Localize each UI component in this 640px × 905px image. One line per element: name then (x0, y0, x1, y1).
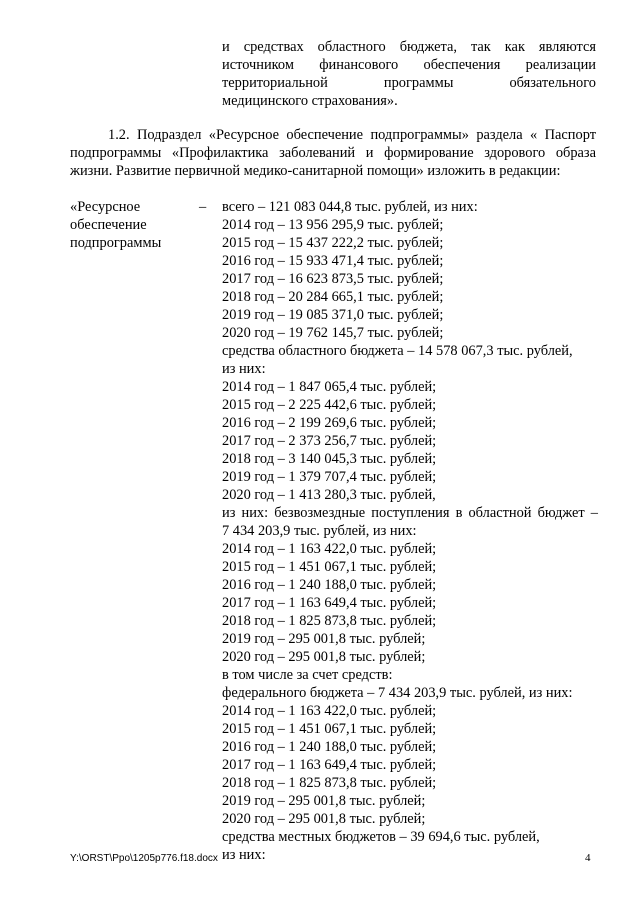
value-line: 2020 год – 19 762 145,7 тыс. рублей; (222, 325, 444, 341)
value-line: средства местных бюджетов – 39 694,6 тыс. рублей, (222, 829, 540, 845)
value-line: 2016 год – 1 240 188,0 тыс. рублей; (222, 577, 437, 593)
value-line: всего – 121 083 044,8 тыс. рублей, из них: (222, 199, 478, 215)
value-line: 2015 год – 1 451 067,1 тыс. рублей; (222, 559, 437, 575)
value-line: 2015 год – 2 225 442,6 тыс. рублей; (222, 397, 437, 413)
value-line: 7 434 203,9 тыс. рублей, из них: (222, 523, 417, 539)
value-line: из них: (222, 847, 266, 863)
value-line: 2014 год – 1 847 065,4 тыс. рублей; (222, 379, 437, 395)
value-line: 2019 год – 1 379 707,4 тыс. рублей; (222, 469, 437, 485)
value-line: 2016 год – 2 199 269,6 тыс. рублей; (222, 415, 437, 431)
text-line: 1.2. Подраздел «Ресурсное обеспечение подпрограммы» раздела « Паспорт (108, 127, 596, 143)
text-line: жизни. Развитие первичной медико-санитарной помощи» изложить в редакции: (70, 163, 561, 179)
value-line: 2017 год – 2 373 256,7 тыс. рублей; (222, 433, 437, 449)
text-line: подпрограммы «Профилактика заболеваний и формирование здорового образа (70, 145, 596, 161)
value-line: 2018 год – 20 284 665,1 тыс. рублей; (222, 289, 444, 305)
label-dash: – (199, 199, 207, 215)
label-line: обеспечение (70, 217, 147, 233)
footer-file-path: Y:\ORST\Ppo\1205p776.f18.docx (70, 853, 218, 864)
value-line: 2018 год – 1 825 873,8 тыс. рублей; (222, 613, 437, 629)
value-line: из них: (222, 361, 266, 377)
value-line: из них: безвозмездные поступления в областной бюджет – (222, 505, 598, 521)
label-line: подпрограммы (70, 235, 162, 251)
value-line: 2014 год – 13 956 295,9 тыс. рублей; (222, 217, 444, 233)
value-line: 2018 год – 3 140 045,3 тыс. рублей; (222, 451, 437, 467)
amendment-paragraph (70, 126, 596, 180)
resource-values (222, 198, 598, 864)
value-line: 2016 год – 15 933 471,4 тыс. рублей; (222, 253, 444, 269)
value-line: 2020 год – 295 001,8 тыс. рублей; (222, 811, 426, 827)
value-line: 2017 год – 1 163 649,4 тыс. рублей; (222, 757, 437, 773)
value-line: в том числе за счет средств: (222, 667, 393, 683)
value-line: 2019 год – 295 001,8 тыс. рублей; (222, 631, 426, 647)
value-line: 2017 год – 16 623 873,5 тыс. рублей; (222, 271, 444, 287)
value-line: 2017 год – 1 163 649,4 тыс. рублей; (222, 595, 437, 611)
value-line: 2014 год – 1 163 422,0 тыс. рублей; (222, 541, 437, 557)
label-line: «Ресурсное (70, 199, 141, 215)
value-line: 2016 год – 1 240 188,0 тыс. рублей; (222, 739, 437, 755)
value-line: 2019 год – 295 001,8 тыс. рублей; (222, 793, 426, 809)
value-line: 2018 год – 1 825 873,8 тыс. рублей; (222, 775, 437, 791)
value-line: средства областного бюджета – 14 578 067,3 тыс. рублей, (222, 343, 573, 359)
page-number: 4 (585, 852, 591, 864)
value-line: 2020 год – 1 413 280,3 тыс. рублей, (222, 487, 436, 503)
value-line: 2020 год – 295 001,8 тыс. рублей; (222, 649, 426, 665)
text-line: территориальной программы обязательного (222, 75, 596, 91)
value-line: 2015 год – 1 451 067,1 тыс. рублей; (222, 721, 437, 737)
value-line: 2015 год – 15 437 222,2 тыс. рублей; (222, 235, 444, 251)
text-line: медицинского страхования». (222, 93, 398, 109)
text-line: источником финансового обеспечения реализации (222, 57, 596, 73)
continued-text-block (222, 38, 596, 110)
text-line: и средствах областного бюджета, так как являются (222, 39, 596, 55)
value-line: федерального бюджета – 7 434 203,9 тыс. рублей, из них: (222, 685, 573, 701)
value-line: 2019 год – 19 085 371,0 тыс. рублей; (222, 307, 444, 323)
resource-label (70, 198, 200, 252)
value-line: 2014 год – 1 163 422,0 тыс. рублей; (222, 703, 437, 719)
